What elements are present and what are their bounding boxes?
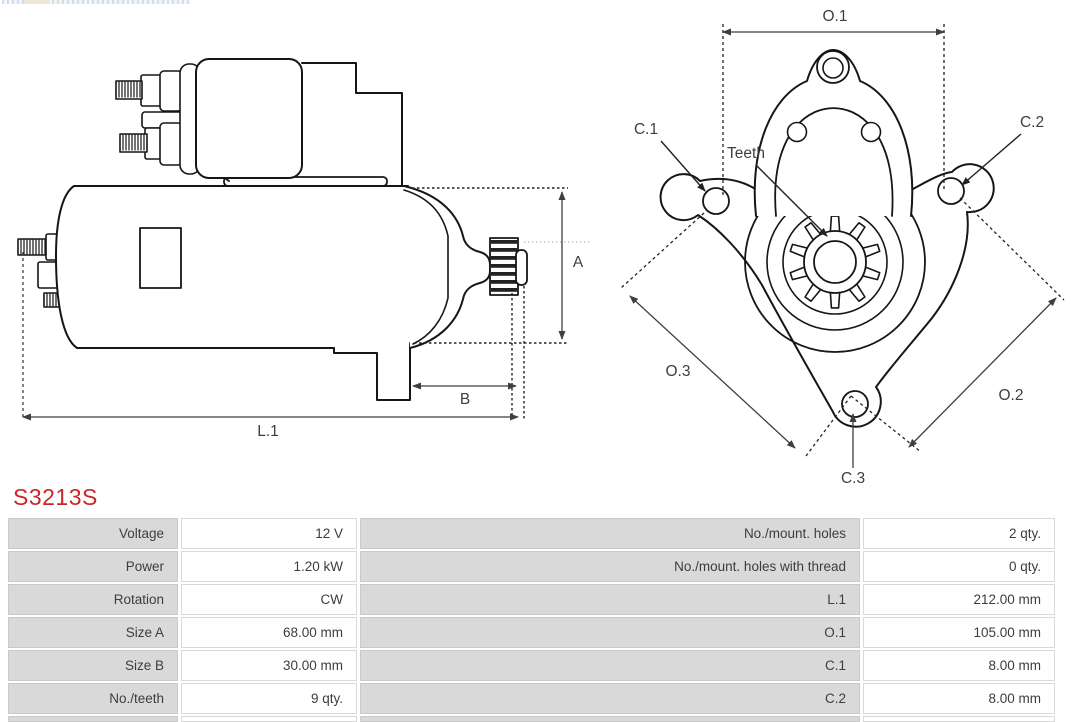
dimension-label-c2: C.2 bbox=[1019, 114, 1045, 131]
dimension-label-o3: O.3 bbox=[665, 363, 691, 380]
crown-silhouette bbox=[755, 50, 913, 216]
spec-value-size-b: 30.00 mm bbox=[181, 650, 357, 681]
dimension-label-c1: C.1 bbox=[633, 121, 659, 138]
dimension-label-l1: L.1 bbox=[257, 423, 279, 440]
spec-cell-cutoff bbox=[863, 716, 1055, 722]
spec-value-voltage: 12 V bbox=[181, 518, 357, 549]
spec-value-power: 1.20 kW bbox=[181, 551, 357, 582]
spec-label-size-b: Size B bbox=[8, 650, 178, 681]
dimension-label-c3: C.3 bbox=[840, 470, 866, 487]
dimension-label-o2: O.2 bbox=[998, 387, 1024, 404]
mount-hole-c3 bbox=[842, 391, 868, 417]
spec-label-mount-holes-thread: No./mount. holes with thread bbox=[360, 551, 860, 582]
spec-value-o1: 105.00 mm bbox=[863, 617, 1055, 648]
spec-label-o1: O.1 bbox=[360, 617, 860, 648]
spec-value-teeth: 9 qty. bbox=[181, 683, 357, 714]
solenoid bbox=[196, 59, 302, 178]
mount-hole-c2 bbox=[938, 178, 964, 204]
pinion-nose bbox=[516, 250, 527, 285]
rear-bolt bbox=[18, 234, 58, 260]
spec-label-rotation: Rotation bbox=[8, 584, 178, 615]
spec-label-c1: C.1 bbox=[360, 650, 860, 681]
spec-value-size-a: 68.00 mm bbox=[181, 617, 357, 648]
spec-label-c2: C.2 bbox=[360, 683, 860, 714]
spec-label-l1: L.1 bbox=[360, 584, 860, 615]
spec-value-mount-holes: 2 qty. bbox=[863, 518, 1055, 549]
spec-label-mount-holes: No./mount. holes bbox=[360, 518, 860, 549]
part-number: S3213S bbox=[13, 484, 98, 510]
drive-bell bbox=[404, 186, 490, 348]
spec-value-c2: 8.00 mm bbox=[863, 683, 1055, 714]
spec-value-rotation: CW bbox=[181, 584, 357, 615]
dimension-label-b: B bbox=[459, 391, 471, 408]
spec-label-power: Power bbox=[8, 551, 178, 582]
spec-label-teeth: No./teeth bbox=[8, 683, 178, 714]
spec-label-voltage: Voltage bbox=[8, 518, 178, 549]
drive-housing-step bbox=[302, 63, 402, 186]
crown-left-hole bbox=[788, 123, 807, 142]
spec-cell-cutoff bbox=[181, 716, 357, 722]
dim-line-o3 bbox=[630, 296, 795, 448]
spec-table bbox=[8, 518, 1055, 722]
spec-cell-cutoff bbox=[8, 716, 178, 722]
spec-value-c1: 8.00 mm bbox=[863, 650, 1055, 681]
mount-hole-c1 bbox=[703, 188, 729, 214]
spec-cell-cutoff bbox=[360, 716, 860, 722]
body-boss bbox=[140, 228, 181, 288]
spec-value-l1: 212.00 mm bbox=[863, 584, 1055, 615]
spec-label-size-a: Size A bbox=[8, 617, 178, 648]
dimension-label-o1: O.1 bbox=[822, 8, 848, 25]
shaft-hole bbox=[814, 241, 856, 283]
dimension-label-a: A bbox=[572, 254, 584, 271]
dimension-label-teeth: Teeth bbox=[727, 145, 765, 162]
side-view-drawing bbox=[18, 59, 527, 400]
spec-value-mount-holes-thread: 0 qty. bbox=[863, 551, 1055, 582]
motor-body bbox=[56, 186, 410, 400]
pinion-gear bbox=[490, 238, 527, 295]
crown-right-hole bbox=[862, 123, 881, 142]
solenoid-terminals bbox=[116, 64, 200, 174]
